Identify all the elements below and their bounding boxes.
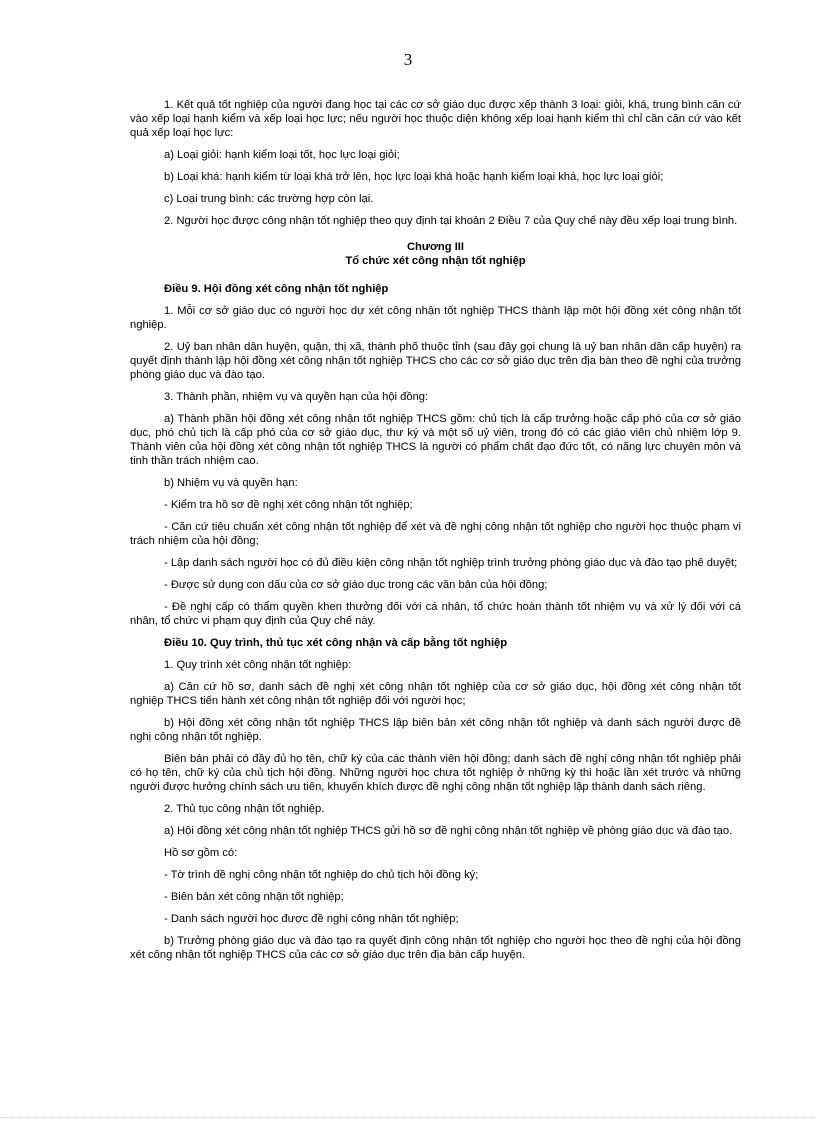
paragraph: a) Hội đồng xét công nhận tốt nghiệp THCS gửi hồ sơ đề nghị công nhận tốt nghiệp về phòng giáo dục và đào tạo. xyxy=(164,825,733,837)
paragraph: b) Trưởng phòng giáo dục và đào tạo ra quyết định công nhận tốt nghiệp cho người học theo đề nghị của hội đồng xét công nhận tốt nghiệp THCS của các cơ sở giáo dục trên địa bàn cấp huyện. xyxy=(130,935,741,961)
list-item: - Lập danh sách người học có đủ điều kiện công nhận tốt nghiệp trình trưởng phòng giáo dục và đào tạo phê duyệt; xyxy=(164,557,738,569)
list-item: - Kiểm tra hồ sơ đề nghị xét công nhận tốt nghiệp; xyxy=(164,499,413,511)
list-item: - Tờ trình đề nghị công nhận tốt nghiệp do chủ tịch hội đồng ký; xyxy=(164,869,479,881)
paragraph: Biên bản phải có đầy đủ họ tên, chữ ký của các thành viên hội đồng; danh sách đề nghị công nhận tốt nghiệp phải có họ tên, chữ ký của chủ tịch hội đồng. Những người học chưa tốt nghiệp ở những kỳ thi hoặc lần xét trước và những người được hưởng chính sách ưu tiên, khuyến khích được đề nghị công nhận tốt nghiệp lập thành danh sách riêng. xyxy=(130,753,741,793)
document-body xyxy=(130,98,741,970)
list-item: - Được sử dụng con dấu của cơ sở giáo dục trong các văn bản của hội đồng; xyxy=(164,579,548,591)
article-9-heading: Điều 9. Hội đồng xét công nhận tốt nghiệp xyxy=(164,283,389,295)
paragraph: b) Hội đồng xét công nhận tốt nghiệp THCS lập biên bản xét công nhận tốt nghiệp và danh sách người được đề nghị công nhận tốt nghiệp. xyxy=(130,717,741,743)
page-number: 3 xyxy=(403,50,413,69)
paragraph: a) Thành phần hội đồng xét công nhận tốt nghiệp THCS gồm: chủ tịch là cấp trưởng hoặc cấp phó của cơ sở giáo dục, phó chủ tịch là cấp phó của cơ sở giáo dục, thư ký và một số uỷ viên, trong đó có các giáo viên chủ nhiệm lớp 9. Thành viên của hội đồng xét công nhận tốt nghiệp THCS là người có phẩm chất đạo đức tốt, có năng lực chuyên môn và tinh thần trách nhiệm cao. xyxy=(130,413,741,467)
paragraph: 2. Thủ tục công nhận tốt nghiệp. xyxy=(164,803,325,815)
article-10-heading: Điều 10. Quy trình, thủ tục xét công nhận và cấp bằng tốt nghiệp xyxy=(164,637,508,649)
chapter-number: Chương III xyxy=(406,241,465,253)
paragraph: 2. Uỷ ban nhân dân huyện, quận, thị xã, thành phố thuộc tỉnh (sau đây gọi chung là uỷ ban nhân dân cấp huyện) ra quyết định thành lập hội đồng xét công nhận tốt nghiệp THCS cho các cơ sở giáo dục trên địa bàn theo đề nghị của trưởng phòng giáo dục và đào tạo. xyxy=(130,341,741,381)
paragraph: 1. Quy trình xét công nhận tốt nghiệp: xyxy=(164,659,352,671)
paragraph: Hồ sơ gồm có: xyxy=(164,847,238,859)
paragraph: b) Loại khá: hạnh kiểm từ loại khá trở lên, học lực loại khá hoặc hạnh kiểm loại khá, học lực loại giỏi; xyxy=(164,171,664,183)
list-item: - Căn cứ tiêu chuẩn xét công nhận tốt nghiệp để xét và đề nghị công nhận tốt nghiệp cho người học thuộc phạm vi trách nhiệm của hội đồng; xyxy=(130,521,741,547)
chapter-heading xyxy=(130,240,741,268)
chapter-title: Tổ chức xét công nhận tốt nghiệp xyxy=(345,255,526,267)
paragraph: 1. Mỗi cơ sở giáo dục có người học dự xét công nhận tốt nghiệp THCS thành lập một hội đồng xét công nhận tốt nghiệp. xyxy=(130,305,741,331)
list-item: - Biên bản xét công nhận tốt nghiệp; xyxy=(164,891,344,903)
list-item: - Đề nghị cấp có thẩm quyền khen thưởng đối với cá nhân, tổ chức hoàn thành tốt nhiệm vụ và xử lý đối với cá nhân, tổ chức vi phạm quy định của Quy chế này. xyxy=(130,601,741,627)
paragraph: 1. Kết quả tốt nghiệp của người đang học tại các cơ sở giáo dục được xếp thành 3 loại: giỏi, khá, trung bình căn cứ vào xếp loại hạnh kiểm và xếp loại học lực; nếu người học thuộc diện không xếp loại hạnh kiểm thì chỉ cần căn cứ vào kết quả xếp loại học lực: xyxy=(130,99,741,139)
paragraph: c) Loại trung bình: các trường hợp còn lại. xyxy=(164,193,374,205)
page-footer-divider xyxy=(0,1117,816,1118)
paragraph: a) Căn cứ hồ sơ, danh sách đề nghị xét công nhận tốt nghiệp của cơ sở giáo dục, hội đồng xét công nhận tốt nghiệp THCS tiến hành xét công nhận tốt nghiệp đối với người học; xyxy=(130,681,741,707)
paragraph: 3. Thành phần, nhiệm vụ và quyền hạn của hội đồng: xyxy=(164,391,429,403)
paragraph: b) Nhiệm vụ và quyền hạn: xyxy=(164,477,298,489)
list-item: - Danh sách người học được đề nghị công nhận tốt nghiệp; xyxy=(164,913,459,925)
paragraph: 2. Người học được công nhận tốt nghiệp theo quy định tại khoản 2 Điều 7 của Quy chế này đều xếp loại trung bình. xyxy=(164,215,738,227)
paragraph: a) Loại giỏi: hạnh kiểm loại tốt, học lực loại giỏi; xyxy=(164,149,400,161)
